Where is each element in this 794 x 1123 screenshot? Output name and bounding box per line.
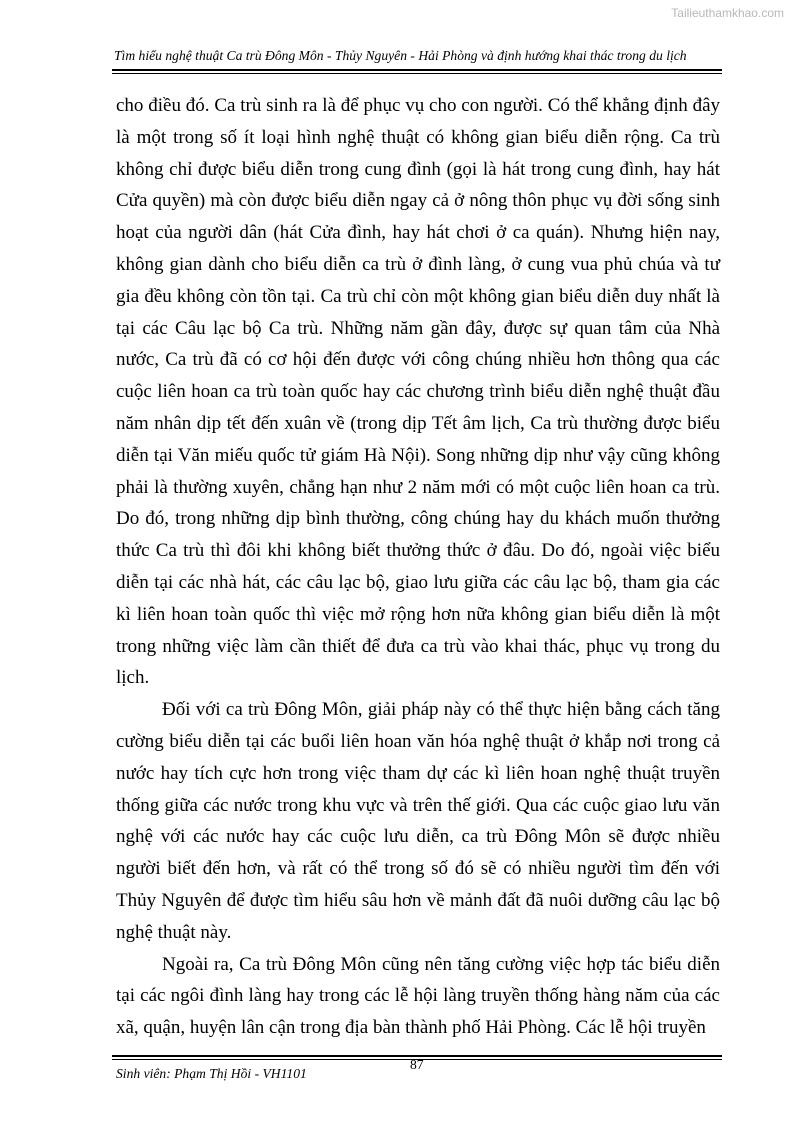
footer-student-name: Sinh viên: Phạm Thị Hồi - VH1101 [116, 1066, 307, 1081]
watermark-text: Tailieuthamkhao.com [671, 6, 784, 20]
body-paragraph-1: cho điều đó. Ca trù sinh ra là để phục vụ cho con người. Có thể khẳng định đây là một trong số ít loại hình nghệ thuật có không gian biểu diễn rộng. Ca trù không chỉ được biểu diễn trong cung đình (gọi là hát trong cung đình, hay hát Cửa quyền) mà còn được biểu diễn ngay cả ở nông thôn phục vụ đời sống sinh hoạt của người dân (hát Cửa đình, hay hát chơi ở ca quán). Nhưng hiện nay, không gian dành cho biểu diễn ca trù ở đình làng, ở cung vua phủ chúa và tư gia đều không còn tồn tại. Ca trù chỉ còn một không gian biểu diễn duy nhất là tại các Câu lạc bộ Ca trù. Những năm gần đây, được sự quan tâm của Nhà nước, Ca trù đã có cơ hội đến được với công chúng nhiều hơn thông qua các cuộc liên hoan ca trù toàn quốc hay các chương trình biểu diễn nghệ thuật đầu năm nhân dịp tết đến xuân về (trong dịp Tết âm lịch, Ca trù thường được biểu diễn tại Văn miếu quốc tử giám Hà Nội). Song những dịp như vậy cũng không phải là thường xuyên, chẳng hạn như 2 năm mới có một cuộc liên hoan ca trù. Do đó, trong những dịp bình thường, công chúng hay du khách muốn thưởng thức Ca trù thì đôi khi không biết thưởng thức ở đâu. Do đó, ngoài việc biểu diễn tại các nhà hát, các câu lạc bộ, giao lưu giữa các câu lạc bộ, tham gia các kì liên hoan toàn quốc thì việc mở rộng hơn nữa không gian biểu diễn là một trong những việc làm cần thiết để đưa ca trù vào khai thác, phục vụ trong du lịch. [116, 95, 720, 689]
page-number: 87 [410, 1057, 424, 1072]
body-paragraph-3: Ngoài ra, Ca trù Đông Môn cũng nên tăng cường việc hợp tác biểu diễn tại các ngôi đình làng hay trong các lễ hội làng truyền thống hàng năm của các xã, quận, huyện lân cận trong địa bàn thành phố Hải Phòng. Các lễ hội truyền [116, 953, 720, 1039]
header-divider-thick [112, 69, 722, 71]
body-paragraph-2: Đối với ca trù Đông Môn, giải pháp này có thể thực hiện bằng cách tăng cường biểu diễn tại các buổi liên hoan văn hóa nghệ thuật ở khắp nơi trong cả nước hay tích cực hơn trong việc tham dự các kì liên hoan nghệ thuật truyền thống giữa các nước trong khu vực và trên thế giới. Qua các cuộc giao lưu văn nghệ với các nước hay các cuộc lưu diễn, ca trù Đông Môn sẽ được nhiều người biết đến hơn, và rất có thể trong số đó sẽ có nhiều người tìm đến với Thủy Nguyên để được tìm hiểu sâu hơn về mảnh đất đã nuôi dưỡng câu lạc bộ nghệ thuật này. [116, 699, 720, 943]
document-body [116, 90, 720, 1044]
page-header-title: Tìm hiểu nghệ thuật Ca trù Đông Môn - Thủy Nguyên - Hải Phòng và định hướng khai thác trong du lịch [114, 48, 687, 63]
header-divider-thin [112, 73, 722, 74]
